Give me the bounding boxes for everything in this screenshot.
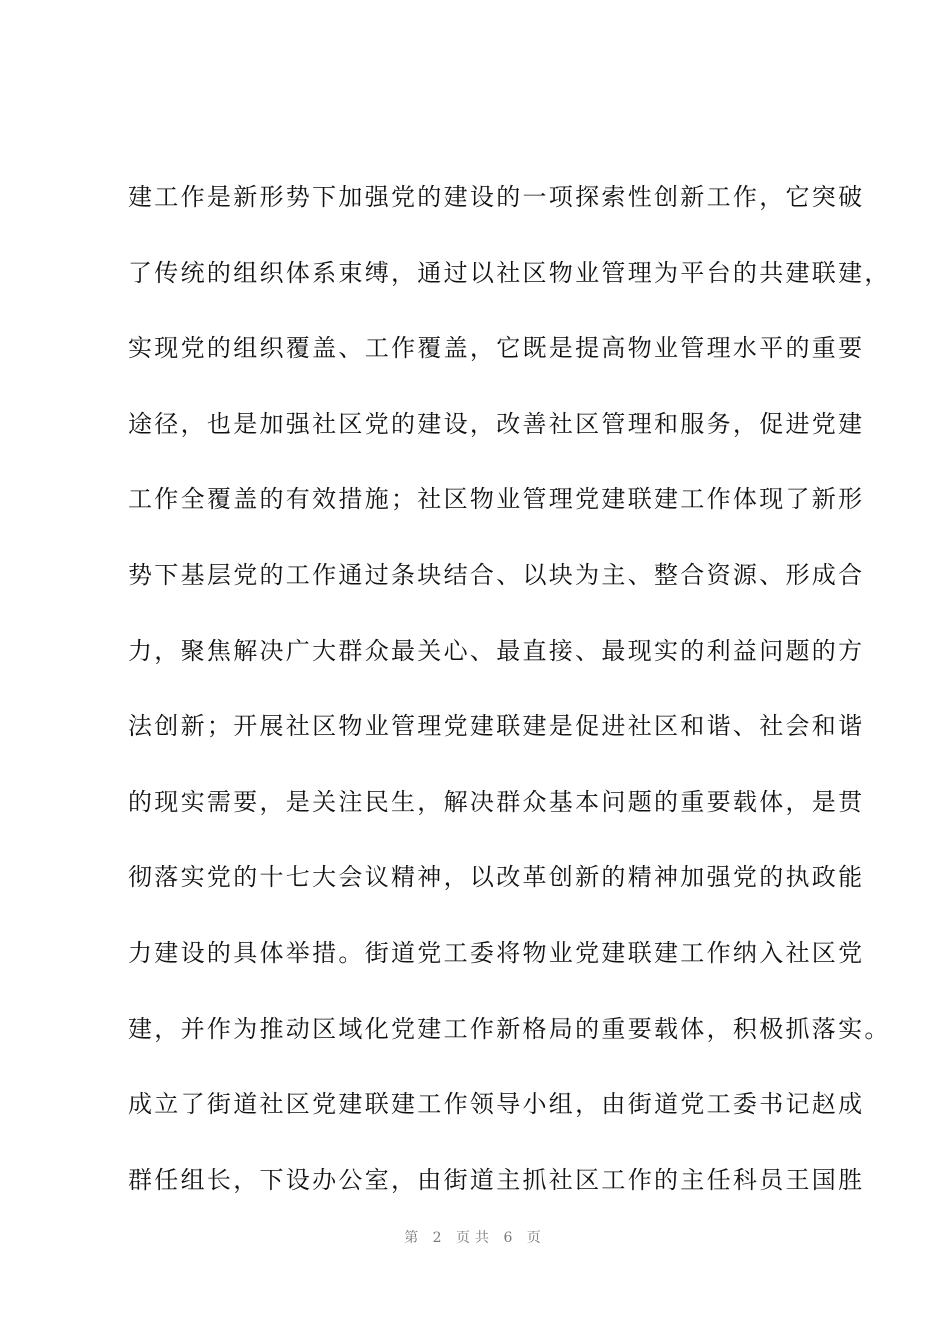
text-line: 工作全覆盖的有效措施；社区物业管理党建联建工作体现了新形	[128, 485, 865, 514]
text-line: 途径，也是加强社区党的建设，改善社区管理和服务，促进党建	[128, 409, 865, 438]
page-footer: 第 2 页共 6 页	[404, 1230, 546, 1246]
text-line: 彻落实党的十七大会议精神，以改革创新的精神加强党的执政能	[128, 863, 865, 892]
text-line: 成立了街道社区党建联建工作领导小组，由街道党工委书记赵成	[128, 1090, 865, 1119]
text-line: 力建设的具体举措。街道党工委将物业党建联建工作纳入社区党	[128, 938, 865, 967]
text-line: 的现实需要，是关注民生，解决群众基本问题的重要载体，是贯	[128, 787, 865, 816]
body-text	[128, 170, 891, 1228]
text-line: 了传统的组织体系束缚，通过以社区物业管理为平台的共建联建，	[128, 258, 891, 287]
text-line: 建，并作为推动区域化党建工作新格局的重要载体，积极抓落实。	[128, 1014, 891, 1043]
text-line: 群任组长，下设办公室，由街道主抓社区工作的主任科员王国胜	[128, 1165, 865, 1194]
text-line: 法创新；开展社区物业管理党建联建是促进社区和谐、社会和谐	[128, 712, 865, 741]
text-line: 建工作是新形势下加强党的建设的一项探索性创新工作，它突破	[128, 183, 865, 211]
text-line: 力，聚焦解决广大群众最关心、最直接、最现实的利益问题的方	[128, 636, 865, 665]
text-line: 实现党的组织覆盖、工作覆盖，它既是提高物业管理水平的重要	[128, 334, 865, 363]
text-line: 势下基层党的工作通过条块结合、以块为主、整合资源、形成合	[128, 560, 865, 589]
